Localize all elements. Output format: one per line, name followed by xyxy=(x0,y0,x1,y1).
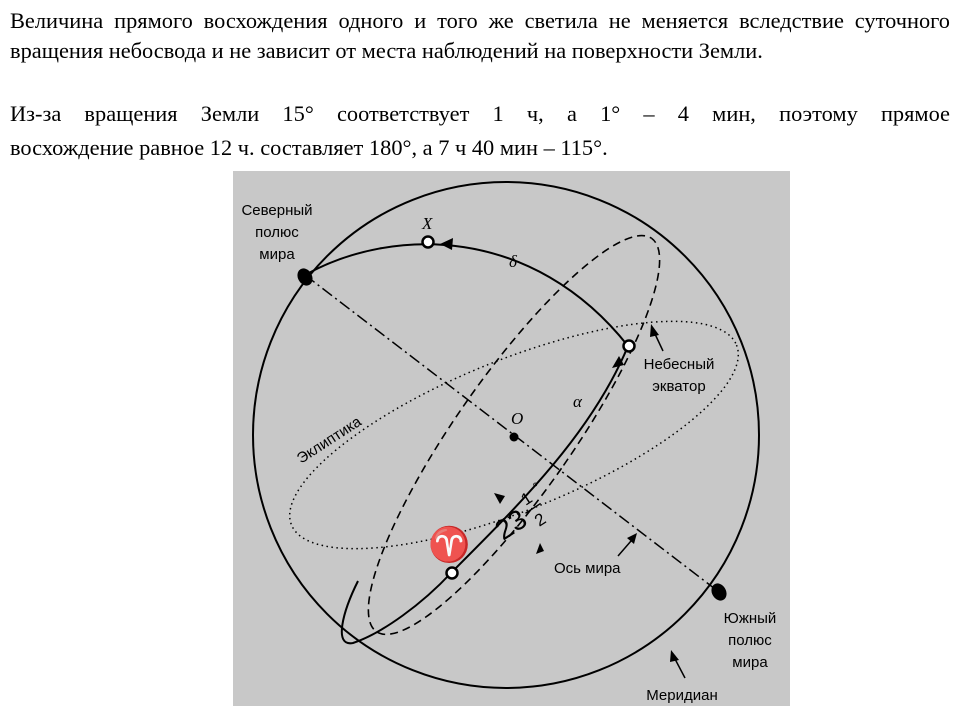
celestial-sphere-diagram xyxy=(233,171,790,706)
tilt-angle-label xyxy=(484,479,560,551)
vernal-equinox-marker xyxy=(447,568,458,579)
center-label: O xyxy=(511,409,524,428)
declination-label: δ xyxy=(509,252,517,271)
axis-pointer-arrow xyxy=(618,533,637,556)
south-pole-label-line3: мира xyxy=(732,654,768,671)
north-pole-label-line2: полюс xyxy=(255,224,299,241)
south-pole-label-line1: Южный xyxy=(723,610,777,627)
equator-pointer-arrow xyxy=(650,324,663,351)
svg-text:2: 2 xyxy=(531,509,550,531)
paragraph-rotation-rate: Из-за вращения Земли 15° соответствует 1 ч, а 1° – 4 мин, поэтому прямое xyxy=(10,101,950,126)
south-pole-label-line2: полюс xyxy=(728,632,772,649)
world-axis-label: Ось мира xyxy=(554,560,621,577)
declination-arrowhead xyxy=(440,238,453,250)
north-pole-marker xyxy=(294,266,315,289)
right-ascension-label: α xyxy=(573,392,582,411)
celestial-sphere-figure xyxy=(233,171,790,706)
star-x-label: X xyxy=(422,214,433,233)
center-point xyxy=(510,433,519,442)
paragraph-ascension-example: восхождение равное 12 ч. составляет 180°, а 7 ч 40 мин – 115°. xyxy=(10,135,608,160)
paragraph-right-ascension-constancy: Величина прямого восхождения одного и того же светила не меняется вследствие суточного вращения небосвода и не зависит от места наблюдений на поверхности Земли. xyxy=(10,8,950,63)
celestial-equator-label-line1: Небесный xyxy=(643,356,715,373)
equator-point-marker xyxy=(624,341,635,352)
north-pole-label-line3: мира xyxy=(259,246,295,263)
ecliptic-label: Эклиптика xyxy=(293,413,365,468)
meridian-pointer-arrow xyxy=(670,650,685,678)
vernal-equinox-symbol: ♈ xyxy=(428,526,471,564)
svg-text:°: ° xyxy=(530,478,544,496)
star-x-marker xyxy=(423,237,434,248)
svg-text:23: 23 xyxy=(489,503,533,547)
svg-text:1: 1 xyxy=(517,488,536,510)
celestial-equator-label-line2: экватор xyxy=(652,378,706,395)
meridian-label: Меридиан xyxy=(646,687,718,704)
north-pole-label-line1: Северный xyxy=(241,202,313,219)
